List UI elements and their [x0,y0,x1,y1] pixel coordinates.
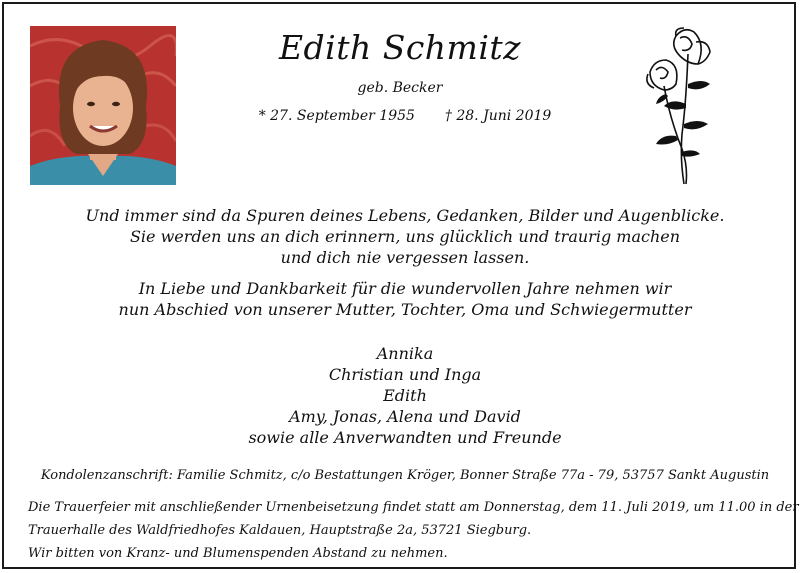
farewell-text [60,278,750,320]
funeral-note-line: Wir bitten von Kranz- und Blumenspenden Abstand zu nehmen. [28,546,448,561]
memorial-verse [60,205,750,268]
mourner-entry: Amy, Jonas, Alena und David [289,407,521,426]
funeral-note-line: Die Trauerfeier mit anschließender Urnenbeisetzung findet statt am Donnerstag, dem 11. Juli 2019, um 11.00 in der [28,500,799,515]
verse-line: und dich nie vergessen lassen. [280,248,530,267]
farewell-line: nun Abschied von unserer Mutter, Tochter, Oma und Schwiegermutter [118,300,692,319]
life-dates [240,108,570,124]
condolence-address: Kondolenzanschrift: Familie Schmitz, c/o Bestattungen Kröger, Bonner Straße 77a - 79, 53757 Sankt Augustin [40,468,770,483]
rose-illustration [636,24,726,186]
birth-date: * 27. September 1955 [258,108,415,124]
mourner-entry: Annika [376,344,434,363]
maiden-name: geb. Becker [357,80,443,96]
funeral-notes [28,496,799,565]
deceased-name: Edith Schmitz [278,28,522,67]
mourner-entry: Christian und Inga [328,365,482,384]
mourner-entry: Edith [383,386,427,405]
portrait-photo [30,26,176,185]
farewell-line: In Liebe und Dankbarkeit für die wundervollen Jahre nehmen wir [138,279,672,298]
death-date: † 28. Juni 2019 [444,108,552,124]
verse-line: Sie werden uns an dich erinnern, uns glücklich und traurig machen [129,227,681,246]
mourners-list [200,343,610,448]
funeral-note-line: Trauerhalle des Waldfriedhofes Kaldauen, Hauptstraße 2a, 53721 Siegburg. [28,523,532,538]
verse-line: Und immer sind da Spuren deines Lebens, Gedanken, Bilder und Augenblicke. [85,206,725,225]
mourner-entry: sowie alle Anverwandten und Freunde [248,428,562,447]
